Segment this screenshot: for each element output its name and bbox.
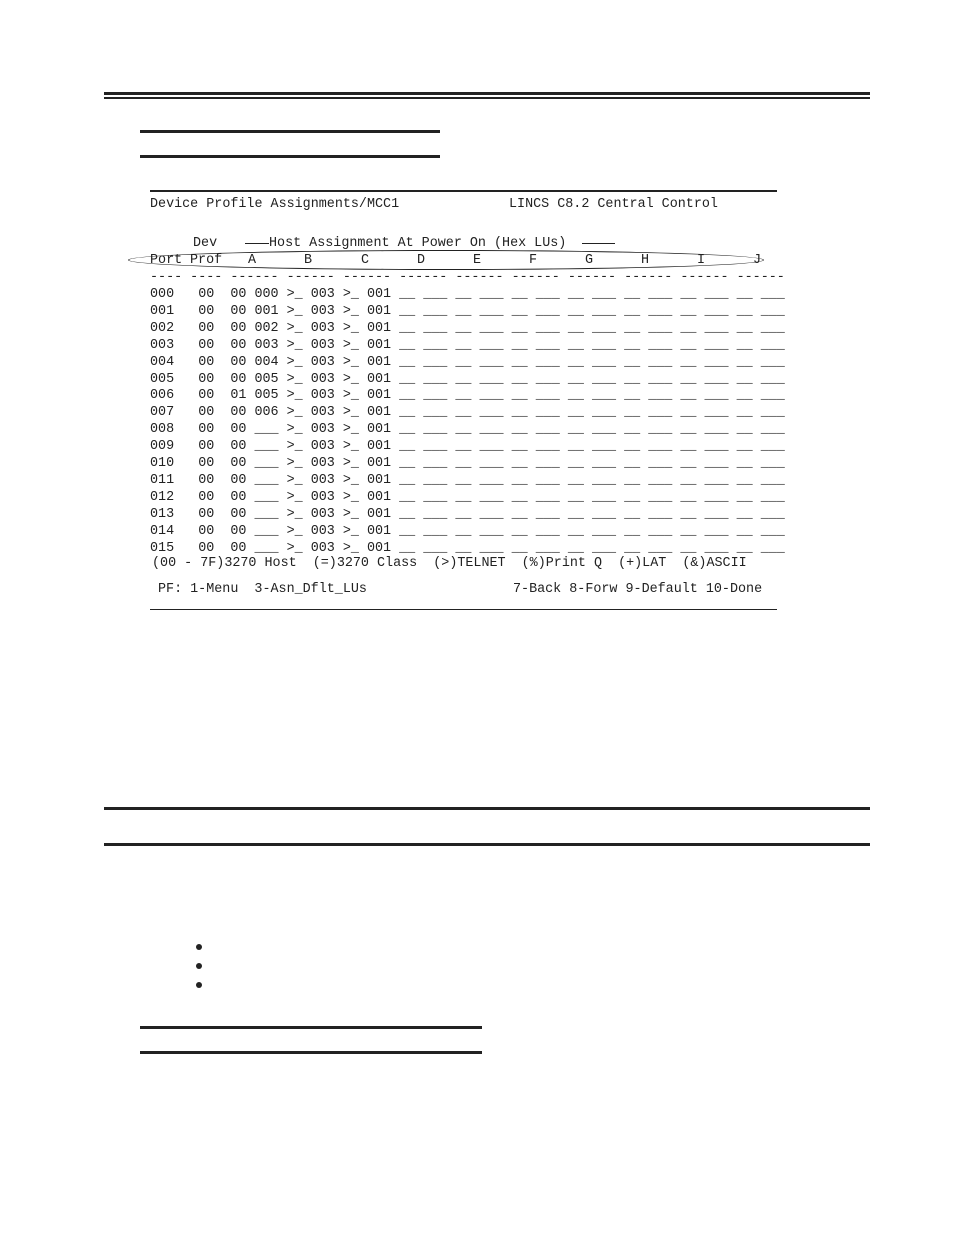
screen-frame-bottom bbox=[150, 609, 777, 610]
pf-keys-left: PF: 1-Menu 3-Asn_Dflt_LUs bbox=[158, 582, 367, 597]
table-row: 011 00 00 ___ >_ 003 >_ 001 __ ___ __ ___ __ ___ __ ___ __ ___ __ ___ __ ___ bbox=[150, 472, 785, 488]
col-header-letter: G bbox=[585, 253, 594, 268]
header-rule-top bbox=[104, 92, 870, 95]
col-header-letter: A bbox=[248, 253, 257, 268]
table-row: 010 00 00 ___ >_ 003 >_ 001 __ ___ __ ___ __ ___ __ ___ __ ___ __ ___ __ ___ bbox=[150, 456, 785, 471]
table-row: 001 00 00 001 >_ 003 >_ 001 __ ___ __ ___ __ ___ __ ___ __ ___ __ ___ __ ___ bbox=[150, 303, 785, 319]
legend-line: (00 - 7F)3270 Host (=)3270 Class (>)TELNET (%)Print Q (+)LAT (&)ASCII bbox=[152, 556, 747, 571]
section-heading-rule-1b bbox=[140, 155, 440, 158]
section-rule-bottom bbox=[104, 843, 870, 846]
table-row: 003 00 00 003 >_ 003 >_ 001 __ ___ __ ___ __ ___ __ ___ __ ___ __ ___ __ ___ bbox=[150, 337, 785, 353]
highlight-oval bbox=[128, 250, 764, 270]
col-header-letter: F bbox=[529, 253, 538, 268]
bullet-1 bbox=[196, 944, 202, 950]
table-row: 015 00 00 ___ >_ 003 >_ 001 __ ___ __ ___ __ ___ __ ___ __ ___ __ ___ __ ___ bbox=[150, 540, 785, 556]
section-heading-rule-2b bbox=[140, 1051, 482, 1054]
col-header-prof: Prof bbox=[190, 253, 223, 268]
table-row: 013 00 00 ___ >_ 003 >_ 001 __ ___ __ ___ __ ___ __ ___ __ ___ __ ___ __ ___ bbox=[150, 506, 785, 522]
group-header-title: Host Assignment At Power On (Hex LUs) bbox=[269, 236, 567, 251]
dev-column-label: Dev bbox=[193, 236, 218, 251]
table-row: 004 00 00 004 >_ 003 >_ 001 __ ___ __ ___ __ ___ __ ___ __ ___ __ ___ __ ___ bbox=[150, 354, 785, 370]
table-row: 014 00 00 ___ >_ 003 >_ 001 __ ___ __ ___ __ ___ __ ___ __ ___ __ ___ __ ___ bbox=[150, 523, 785, 539]
bullet-2 bbox=[196, 963, 202, 969]
table-row: 005 00 00 005 >_ 003 >_ 001 __ ___ __ ___ __ ___ __ ___ __ ___ __ ___ __ ___ bbox=[150, 371, 785, 387]
bullet-3 bbox=[196, 982, 202, 988]
table-row: 007 00 00 006 >_ 003 >_ 001 __ ___ __ ___ __ ___ __ ___ __ ___ __ ___ __ ___ bbox=[150, 405, 785, 421]
dash-separator-row: ---- ---- ------ ------ ------ ------ ------ ------ ------ ------ ------ ------ bbox=[150, 270, 785, 285]
col-header-letter: I bbox=[697, 253, 706, 268]
col-header-letter: E bbox=[473, 253, 482, 268]
table-row: 000 00 00 000 >_ 003 >_ 001 __ ___ __ ___ __ ___ __ ___ __ ___ __ ___ __ ___ bbox=[150, 287, 785, 302]
table-row: 006 00 01 005 >_ 003 >_ 001 __ ___ __ ___ __ ___ __ ___ __ ___ __ ___ __ ___ bbox=[150, 388, 785, 404]
table-row: 009 00 00 ___ >_ 003 >_ 001 __ ___ __ ___ __ ___ __ ___ __ ___ __ ___ __ ___ bbox=[150, 439, 785, 455]
col-header-port: Port bbox=[150, 253, 183, 268]
table-row: 008 00 00 ___ >_ 003 >_ 001 __ ___ __ ___ __ ___ __ ___ __ ___ __ ___ __ ___ bbox=[150, 422, 785, 438]
col-header-letter: H bbox=[641, 253, 650, 268]
col-header-letter: C bbox=[361, 253, 370, 268]
screen-title-right: LINCS C8.2 Central Control bbox=[509, 197, 718, 212]
col-header-letter: D bbox=[417, 253, 426, 268]
table-row: 012 00 00 ___ >_ 003 >_ 001 __ ___ __ ___ __ ___ __ ___ __ ___ __ ___ __ ___ bbox=[150, 489, 785, 505]
section-heading-rule-2a bbox=[140, 1026, 482, 1029]
pf-keys-right: 7-Back 8-Forw 9-Default 10-Done bbox=[513, 582, 763, 597]
group-header-line-left bbox=[245, 243, 269, 244]
section-heading-rule-1a bbox=[140, 130, 440, 133]
col-header-letter: J bbox=[753, 253, 762, 268]
group-header-line-right bbox=[582, 243, 615, 244]
section-rule-top bbox=[104, 807, 870, 810]
table-row: 002 00 00 002 >_ 003 >_ 001 __ ___ __ ___ __ ___ __ ___ __ ___ __ ___ __ ___ bbox=[150, 320, 785, 336]
screen-frame-top bbox=[150, 190, 777, 192]
screen-title-left: Device Profile Assignments/MCC1 bbox=[150, 197, 400, 212]
header-rule-bottom bbox=[104, 97, 870, 99]
col-header-letter: B bbox=[304, 253, 313, 268]
